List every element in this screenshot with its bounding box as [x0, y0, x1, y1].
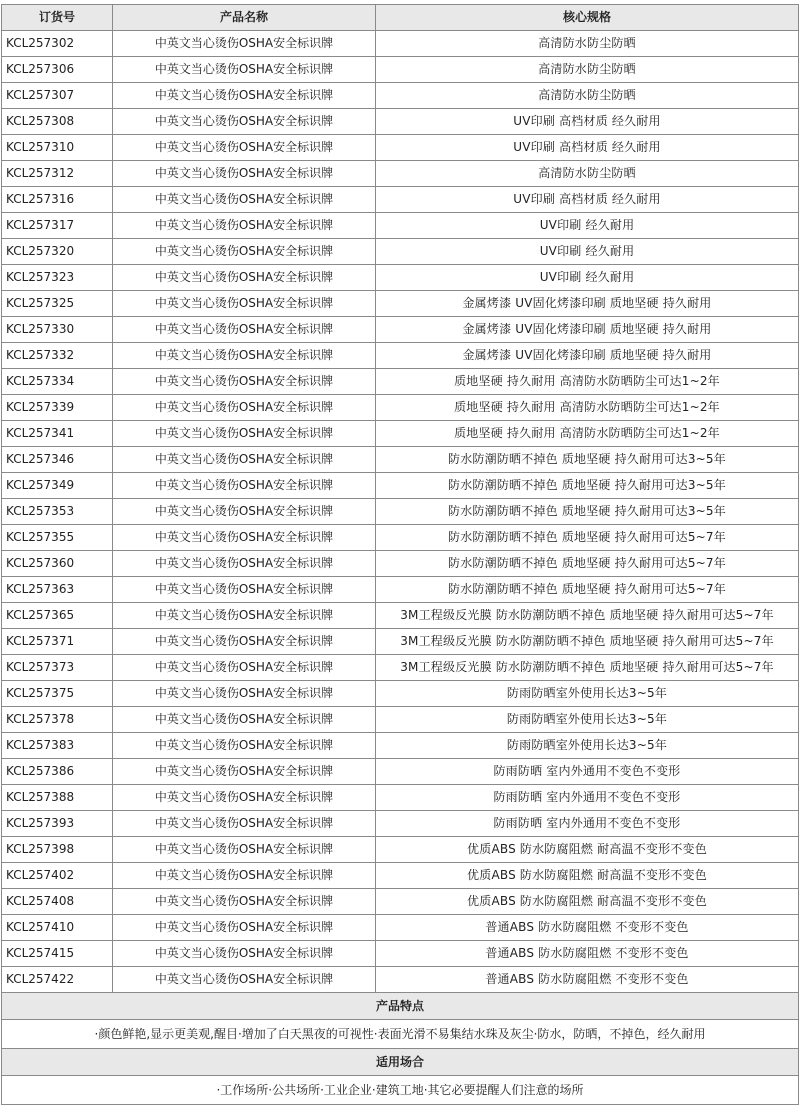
table-row [2, 135, 799, 161]
table-row [2, 915, 799, 941]
table-row [2, 837, 799, 863]
applications-text: ·工作场所·公共场所·工业企业·建筑工地·其它必要提醒人们注意的场所 [2, 1076, 799, 1105]
product-name-cell: 中英文当心烫伤OSHA安全标识牌 [113, 577, 376, 603]
product-name-cell: 中英文当心烫伤OSHA安全标识牌 [113, 525, 376, 551]
product-name-cell: 中英文当心烫伤OSHA安全标识牌 [113, 213, 376, 239]
core-spec-cell: 质地坚硬 持久耐用 高清防水防晒防尘可达1~2年 [376, 395, 799, 421]
order-no-cell: KCL257360 [2, 551, 113, 577]
order-no-cell: KCL257310 [2, 135, 113, 161]
table-row [2, 187, 799, 213]
core-spec-cell: 高清防水防尘防晒 [376, 83, 799, 109]
product-name-cell: 中英文当心烫伤OSHA安全标识牌 [113, 187, 376, 213]
order-no-cell: KCL257415 [2, 941, 113, 967]
product-name-cell: 中英文当心烫伤OSHA安全标识牌 [113, 811, 376, 837]
table-row [2, 317, 799, 343]
core-spec-cell: 普通ABS 防水防腐阻燃 不变形不变色 [376, 967, 799, 993]
applications-text-row [2, 1076, 799, 1105]
order-no-cell: KCL257325 [2, 291, 113, 317]
order-no-cell: KCL257355 [2, 525, 113, 551]
product-name-cell: 中英文当心烫伤OSHA安全标识牌 [113, 31, 376, 57]
product-name-cell: 中英文当心烫伤OSHA安全标识牌 [113, 941, 376, 967]
features-text-row [2, 1020, 799, 1049]
product-name-cell: 中英文当心烫伤OSHA安全标识牌 [113, 343, 376, 369]
table-row [2, 655, 799, 681]
order-no-cell: KCL257422 [2, 967, 113, 993]
table-row [2, 473, 799, 499]
table-row [2, 967, 799, 993]
core-spec-cell: UV印刷 经久耐用 [376, 239, 799, 265]
product-name-cell: 中英文当心烫伤OSHA安全标识牌 [113, 499, 376, 525]
order-no-cell: KCL257339 [2, 395, 113, 421]
table-row [2, 551, 799, 577]
order-no-cell: KCL257378 [2, 707, 113, 733]
product-name-cell: 中英文当心烫伤OSHA安全标识牌 [113, 317, 376, 343]
product-name-cell: 中英文当心烫伤OSHA安全标识牌 [113, 291, 376, 317]
core-spec-cell: 防雨防晒室外使用长达3~5年 [376, 681, 799, 707]
order-no-cell: KCL257349 [2, 473, 113, 499]
product-name-cell: 中英文当心烫伤OSHA安全标识牌 [113, 135, 376, 161]
core-spec-cell: UV印刷 经久耐用 [376, 265, 799, 291]
product-name-cell: 中英文当心烫伤OSHA安全标识牌 [113, 395, 376, 421]
header-order-no: 订货号 [2, 5, 113, 31]
table-row [2, 629, 799, 655]
applications-title: 适用场合 [2, 1049, 799, 1076]
order-no-cell: KCL257312 [2, 161, 113, 187]
table-row [2, 525, 799, 551]
table-body [2, 31, 799, 993]
core-spec-cell: 高清防水防尘防晒 [376, 31, 799, 57]
core-spec-cell: 防水防潮防晒不掉色 质地坚硬 持久耐用可达5~7年 [376, 525, 799, 551]
product-name-cell: 中英文当心烫伤OSHA安全标识牌 [113, 473, 376, 499]
order-no-cell: KCL257302 [2, 31, 113, 57]
table-row [2, 889, 799, 915]
table-row [2, 577, 799, 603]
product-name-cell: 中英文当心烫伤OSHA安全标识牌 [113, 863, 376, 889]
core-spec-cell: 质地坚硬 持久耐用 高清防水防晒防尘可达1~2年 [376, 369, 799, 395]
product-name-cell: 中英文当心烫伤OSHA安全标识牌 [113, 603, 376, 629]
product-name-cell: 中英文当心烫伤OSHA安全标识牌 [113, 707, 376, 733]
product-name-cell: 中英文当心烫伤OSHA安全标识牌 [113, 421, 376, 447]
core-spec-cell: 3M工程级反光膜 防水防潮防晒不掉色 质地坚硬 持久耐用可达5~7年 [376, 655, 799, 681]
core-spec-cell: 防水防潮防晒不掉色 质地坚硬 持久耐用可达3~5年 [376, 499, 799, 525]
table-row [2, 343, 799, 369]
table-row [2, 785, 799, 811]
product-name-cell: 中英文当心烫伤OSHA安全标识牌 [113, 733, 376, 759]
table-footer [2, 993, 799, 1105]
applications-title-row [2, 1049, 799, 1076]
core-spec-cell: 普通ABS 防水防腐阻燃 不变形不变色 [376, 941, 799, 967]
order-no-cell: KCL257308 [2, 109, 113, 135]
core-spec-cell: 防水防潮防晒不掉色 质地坚硬 持久耐用可达3~5年 [376, 473, 799, 499]
table-row [2, 811, 799, 837]
core-spec-cell: 防雨防晒 室内外通用不变色不变形 [376, 759, 799, 785]
order-no-cell: KCL257330 [2, 317, 113, 343]
product-name-cell: 中英文当心烫伤OSHA安全标识牌 [113, 109, 376, 135]
core-spec-cell: 高清防水防尘防晒 [376, 161, 799, 187]
header-row [2, 5, 799, 31]
core-spec-cell: 优质ABS 防水防腐阻燃 耐高温不变形不变色 [376, 837, 799, 863]
product-name-cell: 中英文当心烫伤OSHA安全标识牌 [113, 629, 376, 655]
features-title-row [2, 993, 799, 1020]
product-name-cell: 中英文当心烫伤OSHA安全标识牌 [113, 681, 376, 707]
core-spec-cell: 优质ABS 防水防腐阻燃 耐高温不变形不变色 [376, 889, 799, 915]
product-name-cell: 中英文当心烫伤OSHA安全标识牌 [113, 265, 376, 291]
table-row [2, 213, 799, 239]
table-row [2, 941, 799, 967]
core-spec-cell: 防雨防晒室外使用长达3~5年 [376, 733, 799, 759]
header-core-spec: 核心规格 [376, 5, 799, 31]
order-no-cell: KCL257346 [2, 447, 113, 473]
table-row [2, 83, 799, 109]
table-row [2, 31, 799, 57]
table-row [2, 447, 799, 473]
product-name-cell: 中英文当心烫伤OSHA安全标识牌 [113, 655, 376, 681]
core-spec-cell: UV印刷 高档材质 经久耐用 [376, 187, 799, 213]
core-spec-cell: UV印刷 高档材质 经久耐用 [376, 109, 799, 135]
product-name-cell: 中英文当心烫伤OSHA安全标识牌 [113, 915, 376, 941]
order-no-cell: KCL257386 [2, 759, 113, 785]
order-no-cell: KCL257371 [2, 629, 113, 655]
table-row [2, 733, 799, 759]
order-no-cell: KCL257307 [2, 83, 113, 109]
table-row [2, 265, 799, 291]
order-no-cell: KCL257316 [2, 187, 113, 213]
product-name-cell: 中英文当心烫伤OSHA安全标识牌 [113, 447, 376, 473]
core-spec-cell: 3M工程级反光膜 防水防潮防晒不掉色 质地坚硬 持久耐用可达5~7年 [376, 603, 799, 629]
core-spec-cell: 质地坚硬 持久耐用 高清防水防晒防尘可达1~2年 [376, 421, 799, 447]
order-no-cell: KCL257402 [2, 863, 113, 889]
order-no-cell: KCL257393 [2, 811, 113, 837]
order-no-cell: KCL257410 [2, 915, 113, 941]
core-spec-cell: 金属烤漆 UV固化烤漆印刷 质地坚硬 持久耐用 [376, 343, 799, 369]
product-name-cell: 中英文当心烫伤OSHA安全标识牌 [113, 837, 376, 863]
order-no-cell: KCL257332 [2, 343, 113, 369]
product-name-cell: 中英文当心烫伤OSHA安全标识牌 [113, 759, 376, 785]
product-name-cell: 中英文当心烫伤OSHA安全标识牌 [113, 889, 376, 915]
table-row [2, 603, 799, 629]
core-spec-cell: UV印刷 经久耐用 [376, 213, 799, 239]
core-spec-cell: 高清防水防尘防晒 [376, 57, 799, 83]
table-row [2, 395, 799, 421]
product-name-cell: 中英文当心烫伤OSHA安全标识牌 [113, 83, 376, 109]
table-row [2, 369, 799, 395]
order-no-cell: KCL257383 [2, 733, 113, 759]
order-no-cell: KCL257306 [2, 57, 113, 83]
core-spec-cell: 防水防潮防晒不掉色 质地坚硬 持久耐用可达3~5年 [376, 447, 799, 473]
features-text: ·颜色鲜艳,显示更美观,醒目·增加了白天黑夜的可视性·表面光滑不易集结水珠及灰尘·防水，防晒，不掉色，经久耐用 [2, 1020, 799, 1049]
order-no-cell: KCL257388 [2, 785, 113, 811]
product-name-cell: 中英文当心烫伤OSHA安全标识牌 [113, 239, 376, 265]
product-name-cell: 中英文当心烫伤OSHA安全标识牌 [113, 369, 376, 395]
table-row [2, 863, 799, 889]
order-no-cell: KCL257398 [2, 837, 113, 863]
order-no-cell: KCL257334 [2, 369, 113, 395]
table-row [2, 681, 799, 707]
order-no-cell: KCL257373 [2, 655, 113, 681]
features-title: 产品特点 [2, 993, 799, 1020]
header-product-name: 产品名称 [113, 5, 376, 31]
core-spec-cell: UV印刷 高档材质 经久耐用 [376, 135, 799, 161]
core-spec-cell: 防雨防晒 室内外通用不变色不变形 [376, 785, 799, 811]
core-spec-cell: 防雨防晒 室内外通用不变色不变形 [376, 811, 799, 837]
order-no-cell: KCL257320 [2, 239, 113, 265]
table-row [2, 291, 799, 317]
order-no-cell: KCL257323 [2, 265, 113, 291]
table-header [2, 5, 799, 31]
core-spec-cell: 3M工程级反光膜 防水防潮防晒不掉色 质地坚硬 持久耐用可达5~7年 [376, 629, 799, 655]
table-row [2, 161, 799, 187]
core-spec-cell: 防水防潮防晒不掉色 质地坚硬 持久耐用可达5~7年 [376, 577, 799, 603]
core-spec-cell: 防水防潮防晒不掉色 质地坚硬 持久耐用可达5~7年 [376, 551, 799, 577]
core-spec-cell: 防雨防晒室外使用长达3~5年 [376, 707, 799, 733]
order-no-cell: KCL257341 [2, 421, 113, 447]
order-no-cell: KCL257353 [2, 499, 113, 525]
order-no-cell: KCL257375 [2, 681, 113, 707]
order-no-cell: KCL257408 [2, 889, 113, 915]
table-row [2, 499, 799, 525]
table-row [2, 759, 799, 785]
order-no-cell: KCL257363 [2, 577, 113, 603]
product-name-cell: 中英文当心烫伤OSHA安全标识牌 [113, 551, 376, 577]
core-spec-cell: 优质ABS 防水防腐阻燃 耐高温不变形不变色 [376, 863, 799, 889]
product-name-cell: 中英文当心烫伤OSHA安全标识牌 [113, 967, 376, 993]
order-no-cell: KCL257365 [2, 603, 113, 629]
table-row [2, 239, 799, 265]
table-row [2, 109, 799, 135]
core-spec-cell: 金属烤漆 UV固化烤漆印刷 质地坚硬 持久耐用 [376, 317, 799, 343]
order-no-cell: KCL257317 [2, 213, 113, 239]
core-spec-cell: 普通ABS 防水防腐阻燃 不变形不变色 [376, 915, 799, 941]
product-name-cell: 中英文当心烫伤OSHA安全标识牌 [113, 161, 376, 187]
table-row [2, 57, 799, 83]
table-row [2, 707, 799, 733]
table-row [2, 421, 799, 447]
core-spec-cell: 金属烤漆 UV固化烤漆印刷 质地坚硬 持久耐用 [376, 291, 799, 317]
product-name-cell: 中英文当心烫伤OSHA安全标识牌 [113, 785, 376, 811]
product-name-cell: 中英文当心烫伤OSHA安全标识牌 [113, 57, 376, 83]
product-spec-table [1, 4, 799, 1105]
